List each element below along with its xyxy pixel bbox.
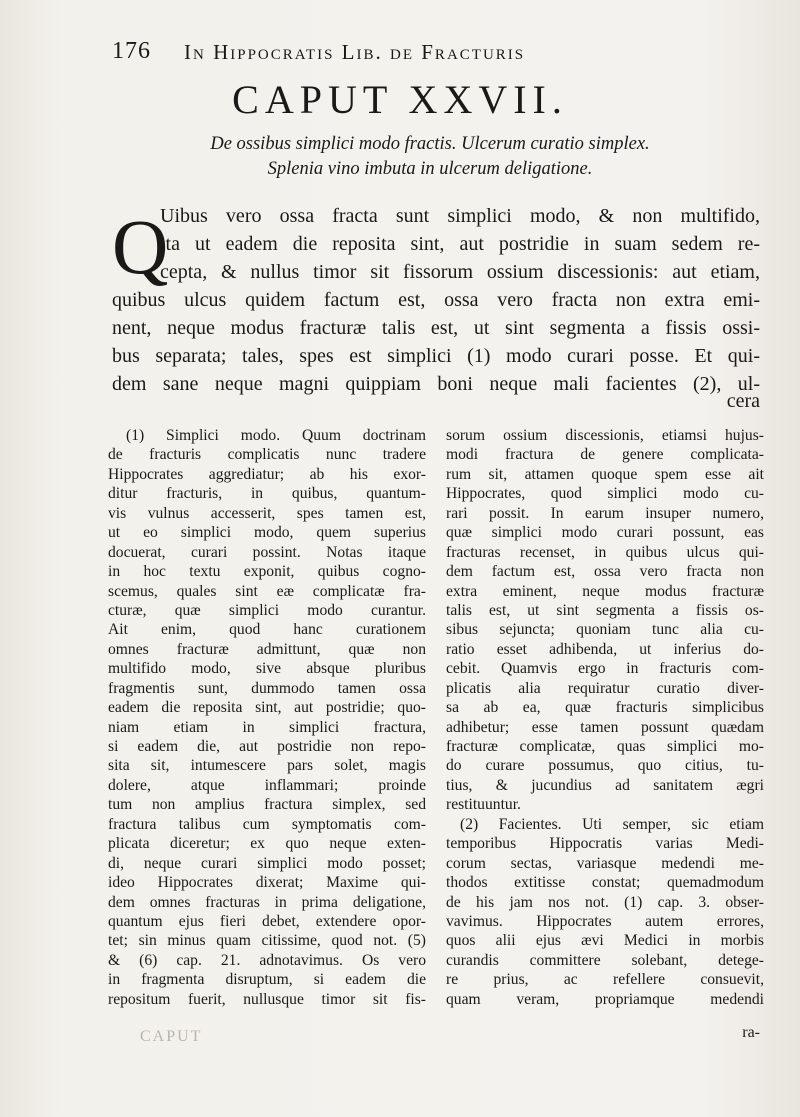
note-line: curandis committere solebant, detege- xyxy=(446,951,764,969)
note-line: dolere, atque inflammari; proinde xyxy=(108,776,426,794)
note-line: re prius, ac refellere consuevit, xyxy=(446,971,764,989)
note-line: rari possit. In earum insuper numero, xyxy=(446,504,764,522)
note-line: rum sit, attamen quoque spem esse ait xyxy=(446,465,764,483)
note-line: dem factum est, ossa vero fracta non xyxy=(446,563,764,581)
note-line: restituuntur. xyxy=(446,796,521,814)
note-line: plicata diceretur; ex quo neque exten- xyxy=(108,835,426,853)
note-line: talis est, ut sint segmenta a fissis os- xyxy=(446,601,764,619)
note-line: (2) Facientes. Uti semper, sic etiam xyxy=(460,815,764,833)
note-line: sibus sejuncta; quoniam tunc alia cu- xyxy=(446,621,764,639)
note-line: ideo Hippocrates dixerat; Maxime qui- xyxy=(108,874,426,892)
note-line: quæ simplici modo curari possunt, eas xyxy=(446,524,764,542)
note-line: Hippocrates aggrediatur; ab his exor- xyxy=(108,465,426,483)
chapter-title: CAPUT XXVII. xyxy=(232,77,568,122)
drop-cap: Q xyxy=(112,203,169,290)
note-line: vis vulnus accesserit, spes tamen est, xyxy=(108,504,426,522)
page-header xyxy=(112,38,672,68)
note-line: cturæ, quæ simplici modo curantur. xyxy=(108,601,426,619)
note-line: de fracturis complicatis nunc tradere xyxy=(108,446,426,464)
note-line: adhibetur; esse tamen possunt quædam xyxy=(446,718,764,736)
note-line: docuerat, curari possint. Notas itaque xyxy=(108,543,426,561)
note-line: tet; sin minus quam citissime, quod not. (5) xyxy=(108,932,426,950)
page-number: 176 xyxy=(112,38,151,64)
main-text-line: nent, neque modus fracturæ talis est, ut sint segmenta a fissis ossi- xyxy=(112,317,760,339)
note-line: (1) Simplici modo. Quum doctrinam xyxy=(126,427,426,444)
note-line: extra eminent, neque modus fracturæ xyxy=(446,582,764,600)
main-text-line: cepta, & nullus timor sit fissorum ossium discessionis: aut etiam, xyxy=(160,261,760,283)
note-line: quantum ejus fieri debet, extendere opor- xyxy=(108,912,426,930)
note-line: omnes fracturæ admittunt, quæ non xyxy=(108,640,426,658)
note-line: do curare possumus, quo citius, tu- xyxy=(446,757,764,775)
note-line: plicatis alia requiratur curatio diver- xyxy=(446,679,764,697)
note-line: in fragmenta disruptum, si eadem die xyxy=(108,971,426,989)
main-text-line: Uibus vero ossa fracta sunt simplici modo, & non multifido, xyxy=(160,205,760,227)
note-line: temporibus Hippocratis varias Medi- xyxy=(446,835,764,853)
note-line: quam veram, propriamque medendi xyxy=(446,990,764,1008)
note-line: vavimus. Hippocrates autem errores, xyxy=(446,912,764,930)
note-line: tius, & jucundius ad sanitatem ægri xyxy=(446,776,764,794)
chapter-summary xyxy=(150,132,710,182)
note-line: ut eo simplici modo, quem superius xyxy=(108,524,426,542)
note-line: sa ab ea, quæ fracturis simplicibus xyxy=(446,699,764,717)
note-line: fracturas recenset, in quibus ulcus qui- xyxy=(446,543,764,561)
note-line: Hippocrates, quod simplici modo cu- xyxy=(446,485,764,503)
note-line: di, neque curari simplici modo posset; xyxy=(108,854,426,872)
catchword: cera xyxy=(726,390,760,412)
note-line: eadem die reposita sint, aut postridie; quo- xyxy=(108,699,426,717)
note-line: tum non amplius fractura simplex, sed xyxy=(108,796,426,814)
note-line: & (6) cap. 21. adnotavimus. Os vero xyxy=(108,951,426,969)
note-line: ditur fracturis, in quibus, quantum- xyxy=(108,485,426,503)
notes-left-column xyxy=(108,426,426,1009)
note-line: quos alii ejus ævi Medici in morbis xyxy=(446,932,764,950)
note-line: sorum ossium discessionis, etiamsi hujus- xyxy=(446,427,764,444)
note-line: repositum fuerit, nullusque timor sit fis- xyxy=(108,990,426,1008)
note-line: sita sit, intumescere pars solet, magis xyxy=(108,757,426,775)
note-line: multifido modo, sive absque pluribus xyxy=(108,660,426,678)
note-line: corum sectas, variasque medendi me- xyxy=(446,854,764,872)
main-text-line: dem sane neque magni quippiam boni neque mali facientes (2), ul- xyxy=(112,373,760,395)
summary-line: Splenia vino imbuta in ulcerum deligatione. xyxy=(267,159,593,179)
note-line: Ait enim, quod hanc curationem xyxy=(108,621,426,639)
notes-catchword: ra- xyxy=(742,1024,760,1041)
notes-right-column xyxy=(446,426,764,1009)
main-text-line: quibus ulcus quidem factum est, ossa vero fracta non extra emi- xyxy=(112,289,760,311)
note-line: scemus, quales sint eæ complicatæ fra- xyxy=(108,582,426,600)
note-line: in hoc textu exponit, quibus cogno- xyxy=(108,563,426,581)
summary-line: De ossibus simplici modo fractis. Ulcerum curatio simplex. xyxy=(210,134,650,154)
note-line: modi fractura de genere complicata- xyxy=(446,446,764,464)
note-line: de his jam nos not. (1) cap. 3. obser- xyxy=(446,893,764,911)
note-line: fracturæ complicatæ, quas simplici mo- xyxy=(446,738,764,755)
note-line: fragmentis sunt, dummodo tamen ossa xyxy=(108,679,426,697)
note-line: niam etiam in simplici fractura, xyxy=(108,718,426,736)
running-head: In Hippocratis Lib. de Fracturis xyxy=(184,40,526,64)
note-line: si eadem die, aut postridie non repo- xyxy=(108,738,426,755)
note-line: cebit. Quamvis ergo in fracturis com- xyxy=(446,660,764,678)
note-line: ratio esset adhibenda, ut inferius do- xyxy=(446,640,764,658)
note-line: thodos extitisse constat; quemadmodum xyxy=(446,874,764,892)
note-line: fractura talibus cum symptomatis com- xyxy=(108,815,426,833)
bleed-through-text: CAPUT xyxy=(140,1028,203,1045)
note-line: dem omnes fracturas in prima deligatione, xyxy=(108,893,426,911)
main-text-line: ita ut eadem die reposita sint, aut postridie in suam sedem re- xyxy=(160,233,760,255)
main-text-line: bus separata; tales, spes est simplici (1) modo curari posse. Et qui- xyxy=(112,345,760,367)
